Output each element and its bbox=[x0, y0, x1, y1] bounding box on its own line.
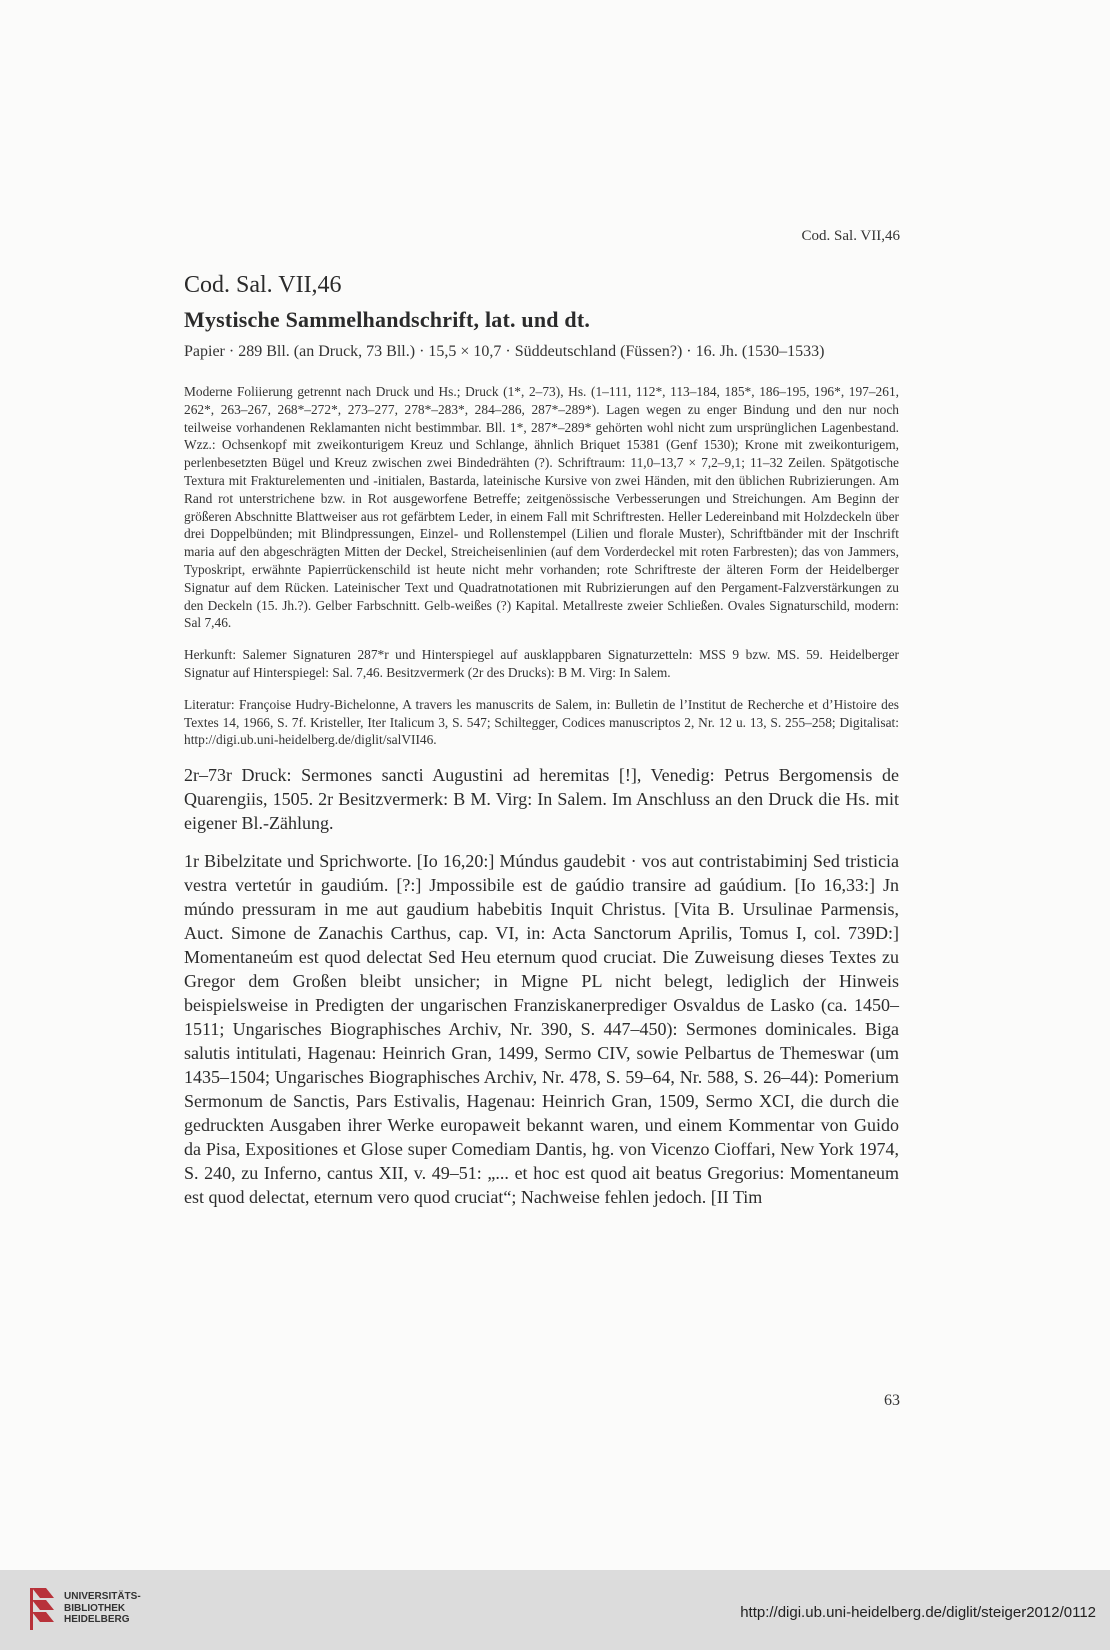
folio-1r-section: 1r Bibelzitate und Sprichworte. [Io 16,20:] Múndus gaudebit · vos aut contristabiminj Sed tristicia vestra vertetúr in gaudiúm. [?:] Jmpossibile est de gaúdio transire ad gaúdium. [Io 16,33:] Jn múndo pressuram in me aut gaudium habebitis Inquit Christus. [Vita B. Ursulinae Parmensis, Auct. Simone de Zanachis Carthus, cap. VI, in: Acta Sanctorum Aprilis, Tomus I, col. 739D:] Momentaneúm est quod delectat Sed Heu eternum quod cruciat. Die Zuweisung dieses Textes zu Gregor dem Großen bleibt unsicher; in Migne PL nicht belegt, lediglich der Hinweis beispielsweise in Predigten der ungarischen Franziskanerprediger Osvaldus de Lasko (ca. 1450–1511; Ungarisches Biographisches Archiv, Nr. 390, S. 447–450): Sermones dominicales. Biga salutis intitulati, Hagenau: Heinrich Gran, 1499, Sermo CIV, sowie Pelbartus de Themeswar (um 1435–1504; Ungarisches Biographisches Archiv, Nr. 478, S. 59–64, Nr. 588, S. 26–44): Pomerium Sermonum de Sanctis, Pars Estivalis, Hagenau: Heinrich Gran, 1509, Sermo XCI, die durch die gedruckten Ausgaben ihrer Werke europaweit bekannt waren, und einem Kommentar von Guido da Pisa, Expositiones et Glose super Comediam Dantis, hg. von Vicenzo Cioffari, New York 1974, S. 240, zu Inferno, cantus XII, v. 49–51: „... et hoc est quod ait beatus Gregorius: Momentaneum est quod delectat, eternum vero quod cruciat“; Nachweise fehlen jedoch. [II Tim bbox=[184, 851, 899, 1208]
provenance-paragraph: Herkunft: Salemer Signaturen 287*r und Hinterspiegel auf ausklappbaren Signaturzetteln: MSS 9 bzw. MS. 59. Heidelberger Signatur auf Hinterspiegel: Sal. 7,46. Besitzvermerk (2r des Drucks): B M. Virg: In Salem. bbox=[184, 647, 899, 680]
viewer-footer bbox=[0, 1570, 1110, 1650]
codicological-description: Moderne Foliierung getrennt nach Druck und Hs.; Druck (1*, 2–73), Hs. (1–111, 112*, 113–184, 185*, 186–195, 196*, 197–261, 262*, 263–267, 268*–272*, 273–277, 278*–283*, 284–286, 287*–289*). Lagen wegen zu enger Bindung und den nur noch teilweise vorhandenen Reklamanten nicht bestimmbar. Bll. 1*, 287*–289* gehörten wohl nicht zum ursprünglichen Lagenbestand. Wzz.: Ochsenkopf mit zweikonturigem Kreuz und Schlange, ähnlich Briquet 15381 (Genf 1530); Krone mit zweikonturigem, perlenbesetzten Bügel und Kreuz zwischen zwei Bindedrähten (?). Schriftraum: 11,0–13,7 × 7,2–9,1; 11–32 Zeilen. Spätgotische Textura mit Frakturelementen und -initialen, Bastarda, lateinische Kursive von zwei Händen, mit den üblichen Rubrizierungen. Am Rand rot unterstrichene bzw. in Rot ausgeworfene Betreffe; zeitgenössische Verbesserungen und Streichungen. Am Beginn der größeren Abschnitte Blattweiser aus rot gefärbtem Leder, in einem Fall mit Schriftresten. Heller Ledereinband mit Holzdeckeln über drei Doppelbünden; mit Blindpressungen, Einzel- und Rollenstempel (Lilien und florale Muster), Schriftbänder mit der Inschrift maria auf den abgeschrägten Mitten der Deckel, Streicheisenlinien (auf dem Vorderdeckel mit roten Farbresten); das von Jammers, Typoskript, erwähnte Papierrückenschild ist heute nicht mehr vorhanden; rote Schriftreste der älteren Form der Heidelberger Signatur auf dem Rücken. Lateinischer Text und Quadratnotationen mit Rubrizierungen auf den Pergament-Falzverstärkungen zu den Deckeln (15. Jh.?). Gelber Farbschnitt. Gelb-weißes (?) Kapital. Metallreste zweier Schließen. Ovales Signaturschild, modern: Sal 7,46. bbox=[184, 384, 899, 631]
library-name-line: UNIVERSITÄTS- bbox=[64, 1591, 141, 1602]
page-number: 63 bbox=[884, 1392, 900, 1409]
print-section: 2r–73r Druck: Sermones sancti Augustini ad heremitas [!], Venedig: Petrus Bergomensis de Quarengiis, 1505. 2r Besitzvermerk: B M. Virg: In Salem. Im Anschluss an den Druck die Hs. mit eigener Bl.-Zählung. bbox=[184, 765, 899, 834]
running-head: Cod. Sal. VII,46 bbox=[801, 228, 900, 244]
entry-title: Mystische Sammelhandschrift, lat. und dt. bbox=[184, 307, 591, 332]
permalink-url[interactable]: http://digi.ub.uni-heidelberg.de/diglit/steiger2012/0112 bbox=[740, 1604, 1096, 1621]
catalog-entry bbox=[184, 272, 899, 1223]
literature-paragraph: Literatur: Françoise Hudry-Bichelonne, A travers les manuscrits de Salem, in: Bulletin de l’Institut de Recherche et d’Histoire des Textes 14, 1966, S. 7f. Kristeller, Iter Italicum 3, S. 547; Schiltegger, Codices manuscriptos 2, Nr. 12 u. 13, S. 255–258; Digitalisat: http://digi.ub.uni-heidelberg.de/diglit/salVII46. bbox=[184, 696, 899, 748]
library-name-line: HEIDELBERG bbox=[64, 1614, 130, 1625]
shelfmark-heading: Cod. Sal. VII,46 bbox=[184, 272, 342, 298]
library-logo-icon bbox=[28, 1586, 58, 1632]
library-name-line: BIBLIOTHEK bbox=[64, 1602, 126, 1614]
entry-metadata: Papier · 289 Bll. (an Druck, 73 Bll.) · 15,5 × 10,7 · Süddeutschland (Füssen?) · 16. Jh. (1530–1533) bbox=[184, 343, 825, 360]
library-name bbox=[64, 1591, 141, 1626]
